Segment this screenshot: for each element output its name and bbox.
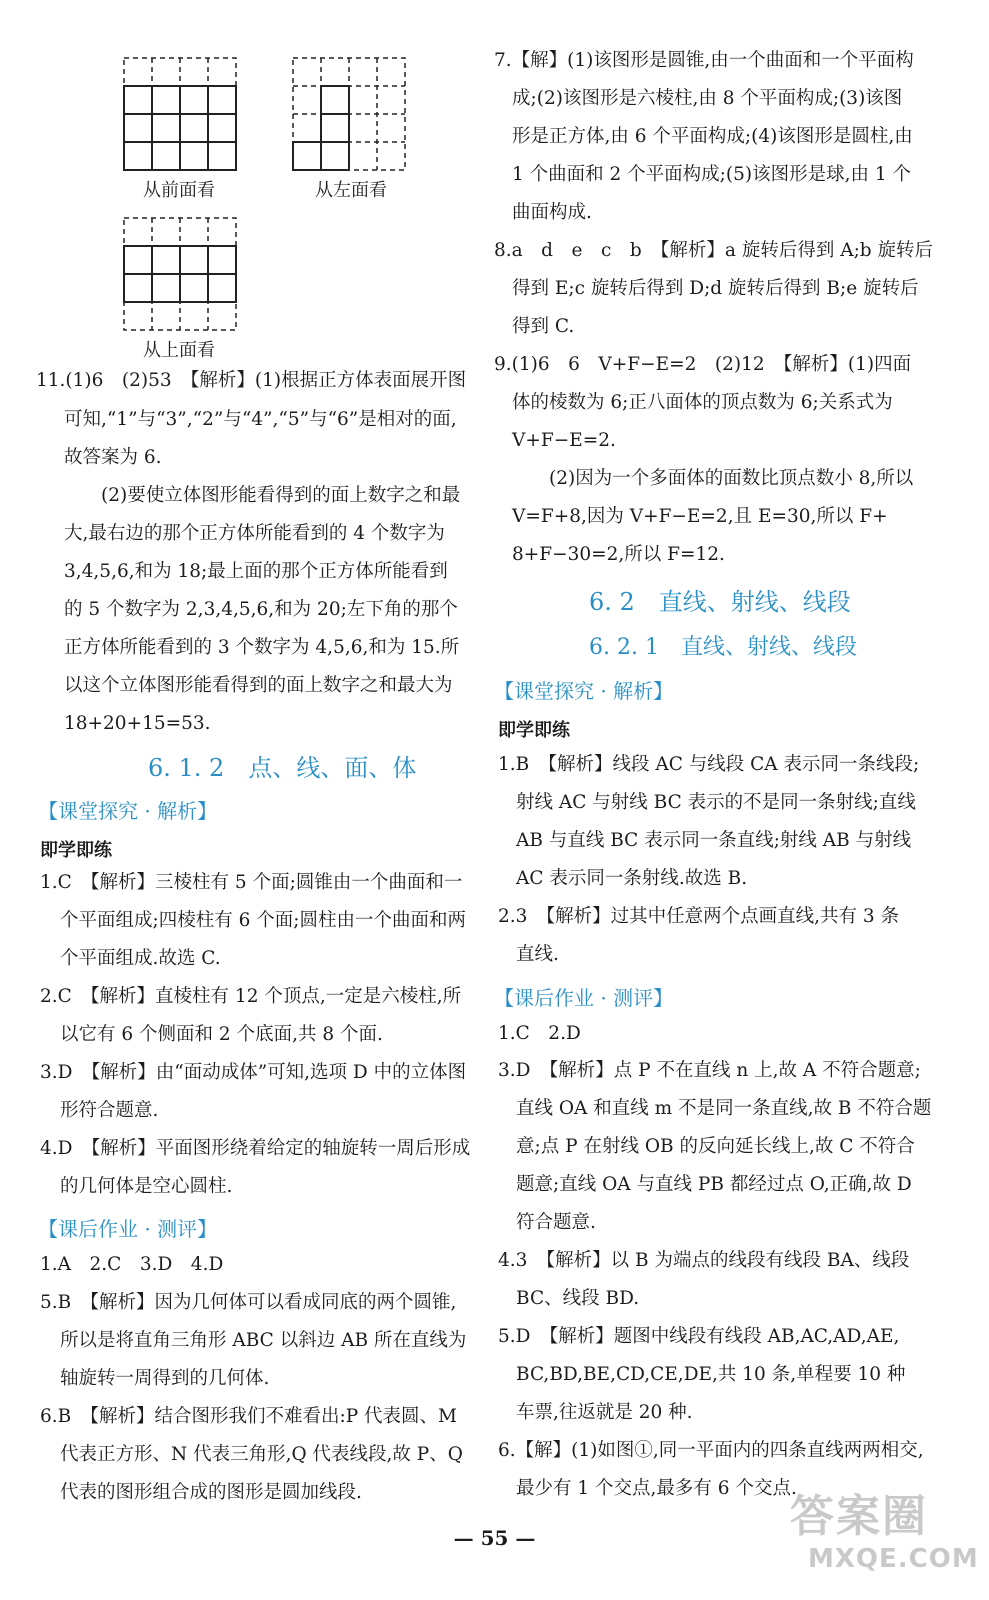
q7-9-line: 8.a d e c b 【解析】a 旋转后得到 A;b 旋转后 — [494, 240, 934, 261]
q11-line: 3,4,5,6,和为 18;最上面的那个正方体所能看到 — [64, 561, 448, 582]
homework-line: BC、线段 BD. — [516, 1288, 640, 1309]
practice-line: 形符合题意. — [60, 1100, 159, 1121]
section-title-6-2-1: 6. 2. 1 直线、射线、线段 — [589, 635, 857, 660]
watermark-text-main: 答案圈 — [790, 1491, 928, 1542]
q7-9-line: 形是正方体,由 6 个平面构成;(4)该图形是圆柱,由 — [512, 126, 913, 147]
q11-line: 以这个立体图形能看得到的面上数字之和最大为 — [64, 675, 453, 696]
homework-line: 3.D 【解析】点 P 不在直线 n 上,故 A 不符合题意; — [498, 1060, 921, 1081]
practice-line: 射线 AC 与射线 BC 表示的不是同一条射线;直线 — [516, 792, 916, 813]
front-view-figure — [122, 56, 242, 174]
q7-9-line: 7.【解】(1)该图形是圆锥,由一个曲面和一个平面构 — [494, 50, 914, 71]
practice-line: 1.C 【解析】三棱柱有 5 个面;圆锥由一个曲面和一 — [40, 872, 463, 893]
section-title-6-1-2: 6. 1. 2 点、线、面、体 — [148, 754, 417, 782]
tag-class-exploration: 【课堂探究 · 解析】 — [494, 679, 674, 703]
front-view-caption: 从前面看 — [143, 180, 215, 201]
q7-9-line: 得到 C. — [512, 316, 575, 337]
left-view-figure — [291, 56, 411, 174]
practice-line: 1.B 【解析】线段 AC 与线段 CA 表示同一条线段; — [498, 754, 920, 775]
q11-line: 故答案为 6. — [64, 447, 162, 468]
homework-line: 最少有 1 个交点,最多有 6 个交点. — [516, 1478, 797, 1499]
homework-line: 直线 OA 和直线 m 不是同一条直线,故 B 不符合题 — [516, 1098, 932, 1119]
tag-homework: 【课后作业 · 测评】 — [38, 1217, 218, 1241]
q7-9-line: 体的棱数为 6;正八面体的顶点数为 6;关系式为 — [512, 392, 893, 413]
homework-line: 1.C 2.D — [498, 1023, 581, 1044]
homework-line: 代表正方形、N 代表三角形,Q 代表线段,故 P、Q — [60, 1444, 463, 1465]
subhead-practice: 即学即练 — [40, 840, 112, 861]
q7-9-line: 8+F−30=2,所以 F=12. — [512, 544, 725, 565]
watermark-logo — [790, 1480, 980, 1590]
practice-line: 个平面组成.故选 C. — [60, 948, 221, 969]
q7-9-line: 曲面构成. — [512, 202, 592, 223]
homework-line: 意;点 P 在射线 OB 的反向延长线上,故 C 不符合 — [516, 1136, 915, 1157]
q7-9-line: 得到 E;c 旋转后得到 D;d 旋转后得到 B;e 旋转后 — [512, 278, 919, 299]
homework-line: 轴旋转一周得到的几何体. — [60, 1368, 270, 1389]
homework-line: BC,BD,BE,CD,CE,DE,共 10 条,单程要 10 种 — [516, 1364, 906, 1385]
practice-line: 以它有 6 个侧面和 2 个底面,共 8 个面. — [60, 1024, 383, 1045]
homework-line: 所以是将直角三角形 ABC 以斜边 AB 所在直线为 — [60, 1330, 467, 1351]
top-view-caption: 从上面看 — [143, 340, 215, 361]
practice-line: AB 与直线 BC 表示同一条直线;射线 AB 与射线 — [516, 830, 912, 851]
practice-line: 3.D 【解析】由“面动成体”可知,选项 D 中的立体图 — [40, 1062, 467, 1083]
tag-class-exploration: 【课堂探究 · 解析】 — [38, 799, 218, 823]
q11-line: 大,最右边的那个正方体所能看到的 4 个数字为 — [64, 523, 445, 544]
top-view-figure — [122, 216, 242, 334]
homework-line: 符合题意. — [516, 1212, 596, 1233]
q7-9-line: 1 个曲面和 2 个平面构成;(5)该图形是球,由 1 个 — [512, 164, 912, 185]
practice-line: 的几何体是空心圆柱. — [60, 1176, 233, 1197]
q11-line: 可知,“1”与“3”,“2”与“4”,“5”与“6”是相对的面, — [64, 409, 457, 430]
homework-line: 6.【解】(1)如图①,同一平面内的四条直线两两相交, — [498, 1440, 924, 1461]
homework-line: 1.A 2.C 3.D 4.D — [40, 1254, 224, 1275]
homework-line: 4.3 【解析】以 B 为端点的线段有线段 BA、线段 — [498, 1250, 910, 1271]
tag-homework: 【课后作业 · 测评】 — [494, 986, 674, 1010]
subhead-practice: 即学即练 — [498, 720, 570, 741]
practice-line: AC 表示同一条射线.故选 B. — [516, 868, 748, 889]
practice-line: 2.C 【解析】直棱柱有 12 个顶点,一定是六棱柱,所 — [40, 986, 462, 1007]
q11-line: (2)要使立体图形能看得到的面上数字之和最 — [64, 485, 461, 506]
q11-line: 18+20+15=53. — [64, 713, 211, 734]
q7-9-line: (2)因为一个多面体的面数比顶点数小 8,所以 — [512, 468, 914, 489]
homework-line: 车票,往返就是 20 种. — [516, 1402, 693, 1423]
q11-line: 正方体所能看到的 3 个数字为 4,5,6,和为 15.所 — [64, 637, 460, 658]
homework-line: 题意;直线 OA 与直线 PB 都经过点 O,正确,故 D — [516, 1174, 912, 1195]
homework-line: 5.B 【解析】因为几何体可以看成同底的两个圆锥, — [40, 1292, 457, 1313]
practice-line: 直线. — [516, 944, 559, 965]
practice-line: 2.3 【解析】过其中任意两个点画直线,共有 3 条 — [498, 906, 900, 927]
practice-line: 4.D 【解析】平面图形绕着给定的轴旋转一周后形成 — [40, 1138, 471, 1159]
watermark-text-url: MXQE.COM — [808, 1544, 979, 1574]
homework-line: 5.D 【解析】题图中线段有线段 AB,AC,AD,AE, — [498, 1326, 900, 1347]
page-number: — 55 — — [453, 1526, 536, 1550]
left-view-caption: 从左面看 — [315, 180, 387, 201]
homework-line: 6.B 【解析】结合图形我们不难看出:P 代表圆、M — [40, 1406, 458, 1427]
homework-line: 代表的图形组合成的图形是圆加线段. — [60, 1482, 362, 1503]
q7-9-line: 9.(1)6 6 V+F−E=2 (2)12 【解析】(1)四面 — [494, 354, 912, 375]
q7-9-line: 成;(2)该图形是六棱柱,由 8 个平面构成;(3)该图 — [512, 88, 903, 109]
q11-line: 11.(1)6 (2)53 【解析】(1)根据正方体表面展开图 — [36, 370, 467, 391]
practice-line: 个平面组成;四棱柱有 6 个面;圆柱由一个曲面和两 — [60, 910, 466, 931]
q7-9-line: V+F−E=2. — [512, 430, 616, 451]
q7-9-line: V=F+8,因为 V+F−E=2,且 E=30,所以 F+ — [512, 506, 888, 527]
section-title-6-2: 6. 2 直线、射线、线段 — [589, 588, 851, 616]
q11-line: 的 5 个数字为 2,3,4,5,6,和为 20;左下角的那个 — [64, 599, 458, 620]
